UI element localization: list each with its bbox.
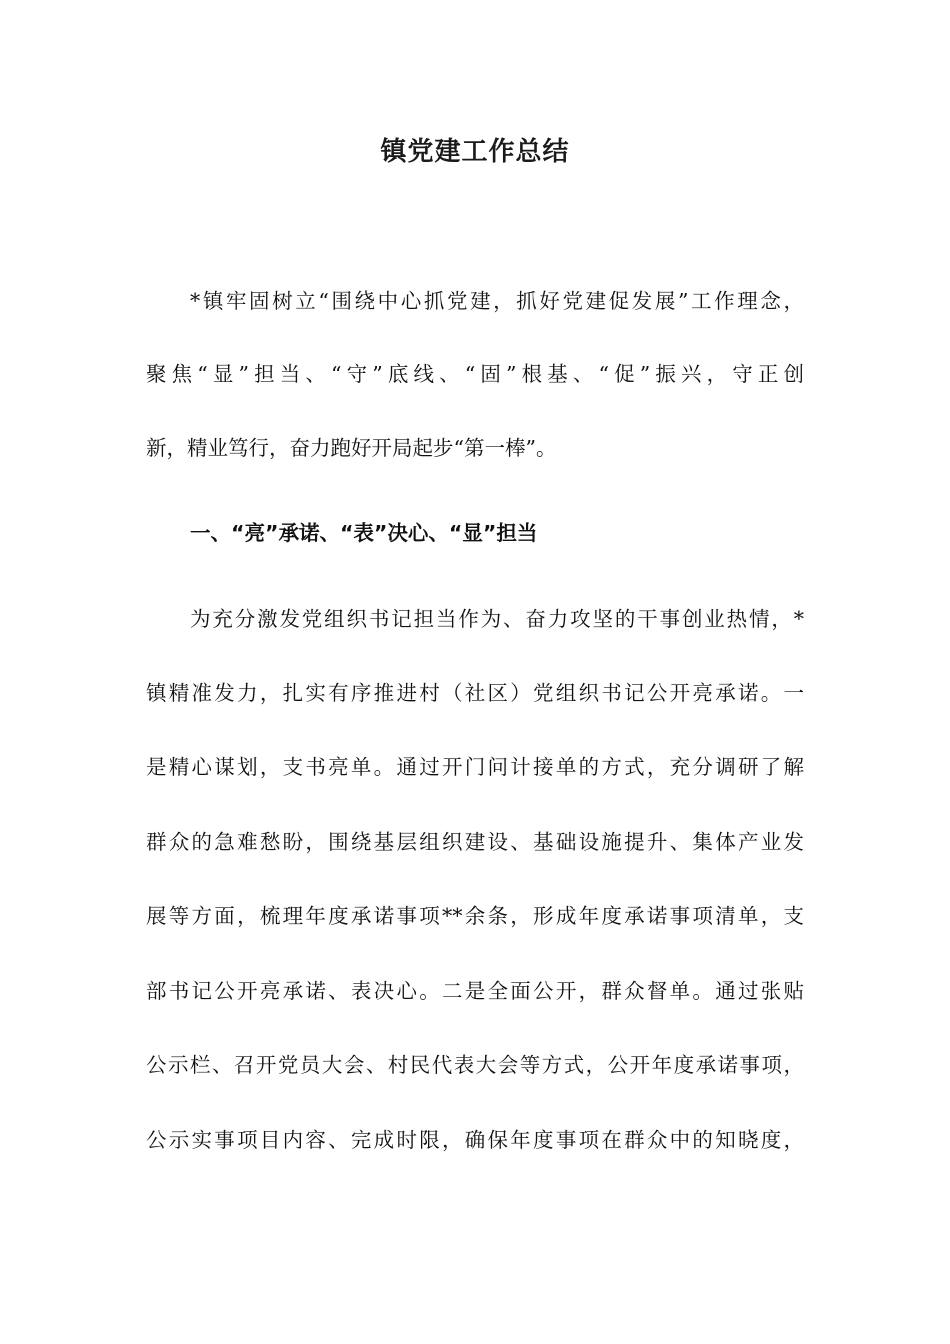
intro-line-1: *镇牢固树立“围绕中心抓党建，抓好党建促发展”工作理念，: [190, 289, 804, 313]
intro-line-2: 聚焦“显”担当、“守”底线、“固”根基、“促”振兴，守正创: [146, 362, 804, 386]
intro-line-3: 新，精业笃行，奋力跑好开局起步“第一棒”。: [146, 436, 557, 460]
section1-line-3: 是精心谋划，支书亮单。通过开门问计接单的方式，充分调研了解: [146, 755, 804, 779]
section1-line-4: 群众的急难愁盼，围绕基层组织建设、基础设施提升、集体产业发: [146, 830, 804, 854]
section1-line-5: 展等方面，梳理年度承诺事项**余条，形成年度承诺事项清单，支: [146, 904, 804, 928]
section1-line-8: 公示实事项目内容、完成时限，确保年度事项在群众中的知晓度，: [146, 1128, 804, 1152]
section1-line-2: 镇精准发力，扎实有序推进村（社区）党组织书记公开亮承诺。一: [146, 681, 804, 705]
section1-line-6: 部书记公开亮承诺、表决心。二是全面公开，群众督单。通过张贴: [146, 979, 804, 1003]
section1-line-1: 为充分激发党组织书记担当作为、奋力攻坚的干事创业热情，*: [190, 607, 804, 631]
section-heading: 一、“亮”承诺、“表”决心、“显”担当: [190, 521, 538, 545]
document-title: 镇党建工作总结: [380, 137, 570, 167]
section1-line-7: 公示栏、召开党员大会、村民代表大会等方式，公开年度承诺事项，: [146, 1053, 804, 1077]
